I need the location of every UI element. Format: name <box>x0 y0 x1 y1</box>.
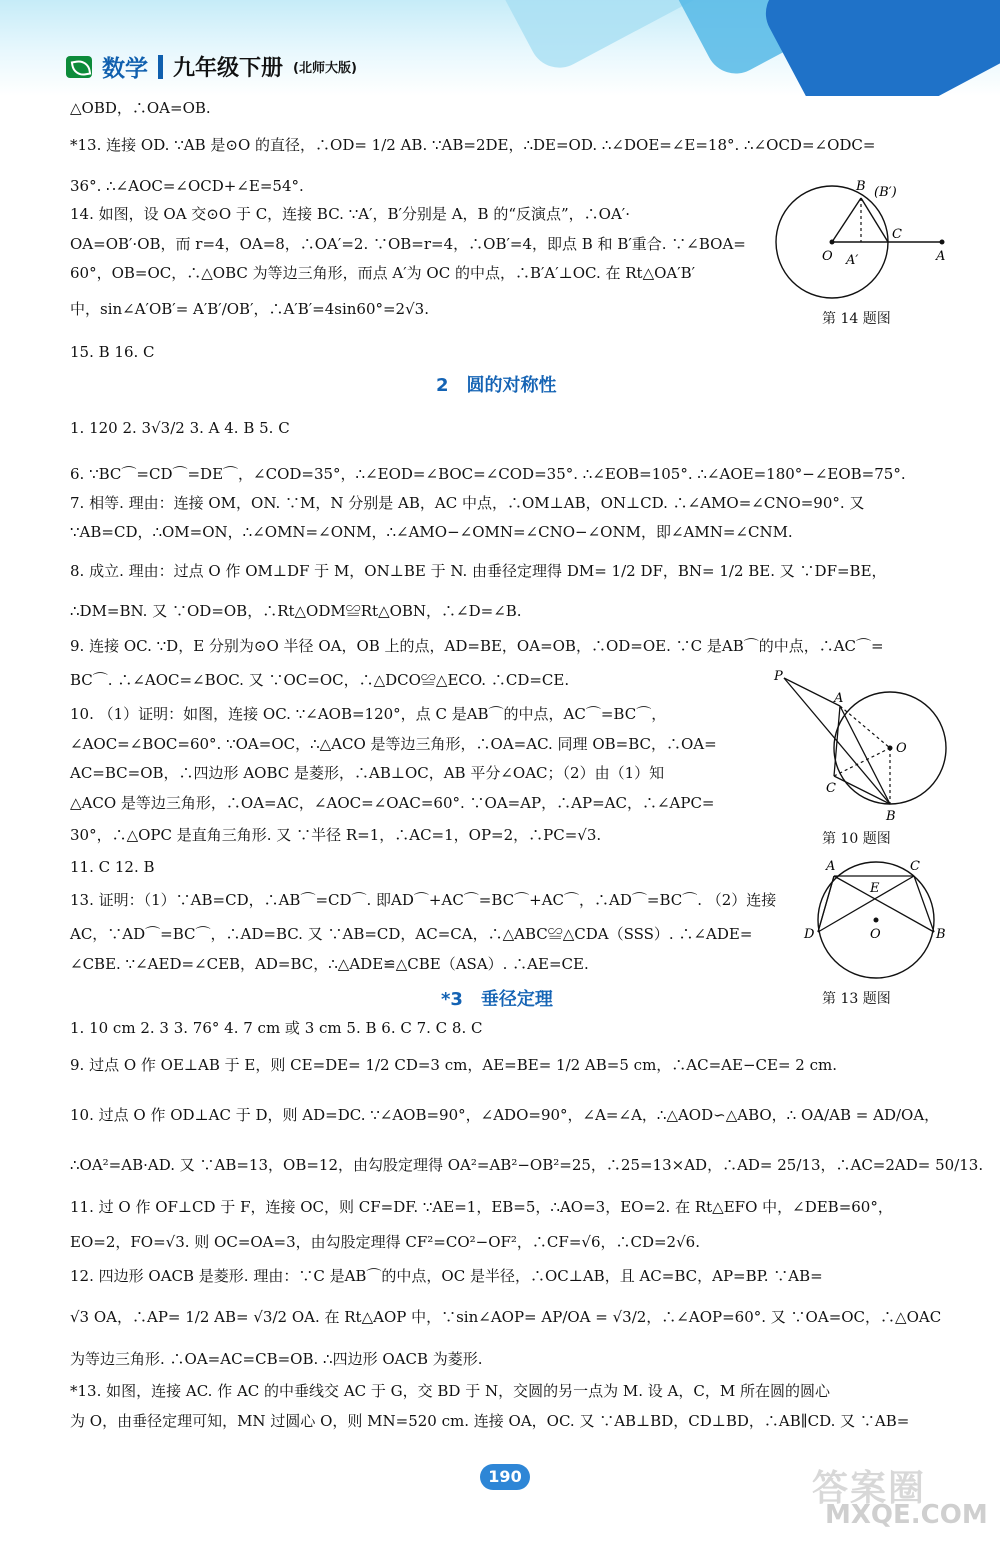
figure-label: O <box>870 927 881 942</box>
text-line: ∴OA²=AB·AD. 又 ∵AB=13，OB=12，由勾股定理得 OA²=AB²−OB²=25，∴25=13×AD，∴AD= 25/13，∴AC=2AD= 50/13. <box>70 1156 984 1174</box>
grade-label: 九年级下册 <box>173 56 284 81</box>
figure-label: B <box>936 927 946 942</box>
text-line: 11. C 12. B <box>70 858 155 876</box>
text-line: √3 OA，∴AP= 1/2 AB= √3/2 OA. 在 Rt△AOP 中，∵sin∠AOP= AP/OA = √3/2，∴∠AOP=60°. 又 ∵OA=OC，∴△OAC <box>70 1308 942 1326</box>
watermark-url: MXQE.COM <box>825 1500 988 1530</box>
text-line: 14. 如图，设 OA 交⊙O 于 C，连接 BC. ∵A′，B′分别是 A，B 的“反演点”，∴OA′· <box>70 205 630 223</box>
header-decoration <box>755 0 1000 96</box>
section-heading: 2 圆的对称性 <box>436 375 557 396</box>
figure-label: B <box>886 809 896 824</box>
text-line: ∠AOC=∠BOC=60°. ∵OA=OC，∴△ACO 是等边三角形，∴OA=AC. 同理 OB=BC，∴OA= <box>70 735 717 753</box>
page-number: 190 <box>480 1464 530 1490</box>
figure-caption: 第 14 题图 <box>822 311 891 327</box>
text-line: 中，sin∠A′OB′= A′B′/OB′，∴A′B′=4sin60°=2√3. <box>70 300 429 318</box>
text-line: 为等边三角形. ∴OA=AC=CB=OB. ∴四边形 OACB 为菱形. <box>70 1350 483 1368</box>
text-line: 13. 证明：（1）∵AB=CD，∴AB⌒=CD⌒. 即AD⌒+AC⌒=BC⌒+AC⌒，∴AD⌒=BC⌒. （2）连接 <box>70 891 777 909</box>
text-line: 8. 成立. 理由：过点 O 作 OM⊥DF 于 M，ON⊥BE 于 N. 由垂径定理得 DM= 1/2 DF，BN= 1/2 BE. 又 ∵DF=BE， <box>70 562 887 580</box>
section-heading: *3 垂径定理 <box>441 989 553 1010</box>
text-line: OA=OB′·OB，而 r=4，OA=8，∴OA′=2. ∵OB=r=4，∴OB′=4，即点 B 和 B′重合. ∵∠BOA= <box>70 235 746 253</box>
text-line: 7. 相等. 理由：连接 OM，ON. ∵M，N 分别是 AB，AC 中点，∴OM⊥AB，ON⊥CD. ∴∠AMO=∠CNO=90°. 又 <box>70 494 865 512</box>
figure-caption: 第 13 题图 <box>822 991 891 1007</box>
figure-10 <box>770 668 960 826</box>
figure-13 <box>800 856 950 986</box>
figure-label: A′ <box>846 253 859 268</box>
text-line: 6. ∵BC⌒=CD⌒=DE⌒，∠COD=35°，∴∠EOD=∠BOC=∠COD=35°. ∴∠EOB=105°. ∴∠AOE=180°−∠EOB=75°. <box>70 465 906 483</box>
figure-label: A <box>834 691 844 706</box>
figure-label: A <box>826 859 836 874</box>
text-line: 15. B 16. C <box>70 343 155 361</box>
figure-label: C <box>892 227 902 242</box>
text-line: ∠CBE. ∵∠AED=∠CEB，AD=BC，∴△ADE≌△CBE（ASA）. ∴AE=CE. <box>70 955 589 973</box>
text-line: 9. 过点 O 作 OE⊥AB 于 E，则 CE=DE= 1/2 CD=3 cm，AE=BE= 1/2 AB=5 cm，∴AC=AE−CE= 2 cm. <box>70 1056 837 1074</box>
leaf-logo-icon <box>66 56 92 78</box>
text-line: △OBD，∴OA=OB. <box>70 99 211 117</box>
text-line: BC⌒. ∴∠AOC=∠BOC. 又 ∵OC=OC，∴△DCO≌△ECO. ∴CD=CE. <box>70 671 570 689</box>
text-line: 9. 连接 OC. ∵D，E 分别为⊙O 半径 OA，OB 上的点，AD=BE，OA=OB，∴OD=OE. ∵C 是AB⌒的中点，∴AC⌒= <box>70 637 884 655</box>
figure-label: D <box>804 927 815 942</box>
text-line: ∴DM=BN. 又 ∵OD=OB，∴Rt△ODM≌Rt△OBN，∴∠D=∠B. <box>70 602 522 620</box>
text-line: ∵AB=CD，∴OM=ON，∴∠OMN=∠ONM，∴∠AMO−∠OMN=∠CNO−∠ONM，即∠AMN=∠CNM. <box>70 523 793 541</box>
figure-label: O <box>896 741 907 756</box>
text-line: 60°，OB=OC，∴△OBC 为等边三角形，而点 A′为 OC 的中点，∴B′A′⊥OC. 在 Rt△OA′B′ <box>70 264 696 282</box>
figure-14 <box>770 178 960 308</box>
text-line: 10. 过点 O 作 OD⊥AC 于 D，则 AD=DC. ∵∠AOB=90°，∠ADO=90°，∠A=∠A，∴△AOD∽△ABO，∴ OA/AB = AD/OA， <box>70 1106 940 1124</box>
text-line: 11. 过 O 作 OF⊥CD 于 F，连接 OC，则 CF=DF. ∵AE=1，EB=5，∴AO=3，EO=2. 在 Rt△EFO 中，∠DEB=60°， <box>70 1198 893 1216</box>
figure-label: A <box>936 249 946 264</box>
text-line: *13. 如图，连接 AC. 作 AC 的中垂线交 AC 于 G，交 BD 于 N，交圆的另一点为 M. 设 A，C，M 所在圆的圆心 <box>70 1382 830 1400</box>
text-line: 12. 四边形 OACB 是菱形. 理由：∵C 是AB⌒的中点，OC 是半径，∴OC⊥AB，且 AC=BC，AP=BP. ∵AB= <box>70 1267 823 1285</box>
book-title <box>66 50 357 83</box>
text-line: EO=2，FO=√3. 则 OC=OA=3，由勾股定理得 CF²=CO²−OF²，∴CF=√6，∴CD=2√6. <box>70 1233 700 1251</box>
figure-label: (B′) <box>874 185 897 200</box>
text-line: *13. 连接 OD. ∵AB 是⊙O 的直径，∴OD= 1/2 AB. ∵AB=2DE，∴DE=OD. ∴∠DOE=∠E=18°. ∴∠OCD=∠ODC= <box>70 136 876 154</box>
text-line: △ACO 是等边三角形，∴OA=AC，∠AOC=∠OAC=60°. ∵OA=AP，∴AP=AC，∴∠APC= <box>70 794 715 812</box>
page-header <box>0 0 1000 96</box>
text-line: 1. 120 2. 3√3/2 3. A 4. B 5. C <box>70 419 290 437</box>
figure-caption: 第 10 题图 <box>822 831 891 847</box>
text-line: 为 O，由垂径定理可知，MN 过圆心 O，则 MN=520 cm. 连接 OA，OC. 又 ∵AB⊥BD，CD⊥BD，∴AB∥CD. 又 ∵AB= <box>70 1412 910 1430</box>
subject-label: 数学 <box>102 56 148 82</box>
figure-label: B <box>856 179 866 194</box>
text-line: 36°. ∴∠AOC=∠OCD+∠E=54°. <box>70 177 304 195</box>
figure-label: P <box>774 669 783 684</box>
text-line: 30°，∴△OPC 是直角三角形. 又 ∵半径 R=1，∴AC=1，OP=2，∴PC=√3. <box>70 826 602 844</box>
figure-label: E <box>870 881 880 896</box>
figure-label: O <box>822 249 833 264</box>
text-line: AC，∵AD⌒=BC⌒，∴AD=BC. 又 ∵AB=CD，AC=CA，∴△ABC≌△CDA（SSS）. ∴∠ADE= <box>70 925 753 943</box>
text-line: 10. （1）证明：如图，连接 OC. ∵∠AOB=120°，点 C 是AB⌒的中点，AC⌒=BC⌒， <box>70 705 667 723</box>
text-line: 1. 10 cm 2. 3 3. 76° 4. 7 cm 或 3 cm 5. B 6. C 7. C 8. C <box>70 1019 483 1037</box>
text-line: AC=BC=OB，∴四边形 AOBC 是菱形，∴AB⊥OC，AB 平分∠OAC；（2）由（1）知 <box>70 764 665 782</box>
edition-label: (北师大版) <box>293 61 357 76</box>
title-divider <box>158 55 163 79</box>
figure-label: C <box>826 781 836 796</box>
figure-label: C <box>910 859 920 874</box>
watermark: 答案圈 <box>812 1468 927 1509</box>
